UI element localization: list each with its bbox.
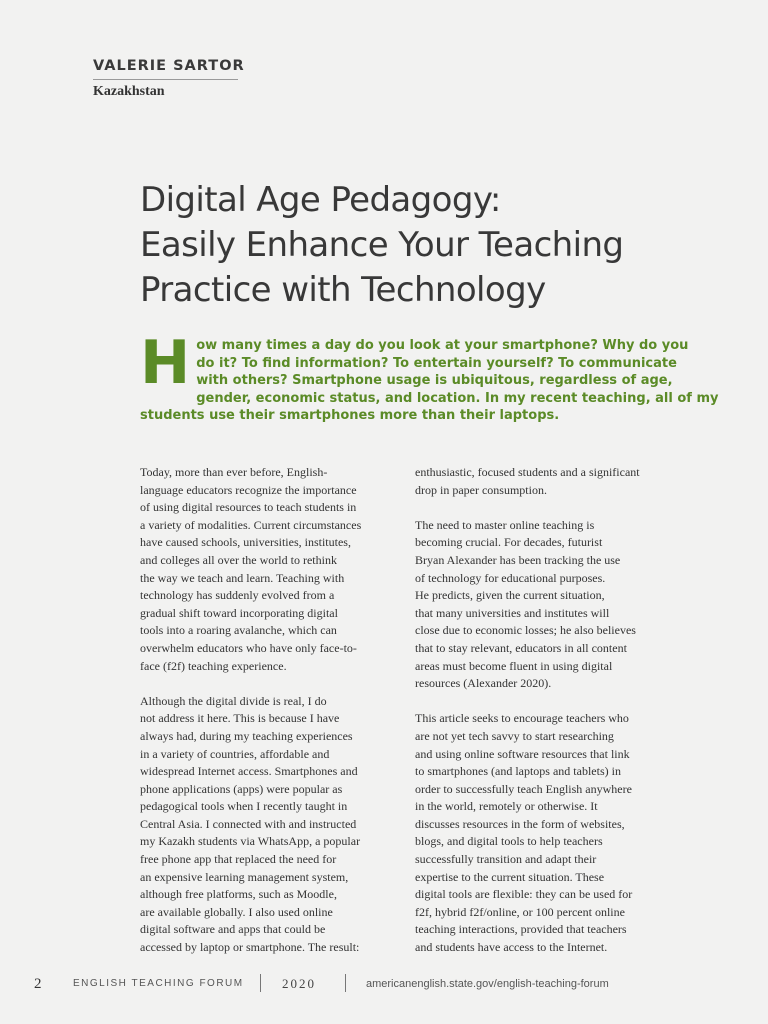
text-line: to smartphones (and laptops and tablets) in <box>415 764 621 779</box>
body-column-right <box>415 464 677 974</box>
text-line: digital software and apps that could be <box>140 922 326 937</box>
text-line: becoming crucial. For decades, futurist <box>415 535 603 550</box>
text-line: Bryan Alexander has been tracking the use <box>415 552 621 567</box>
title-line: Easily Enhance Your Teaching <box>140 225 624 265</box>
text-line: free phone app that replaced the need for <box>140 852 337 867</box>
text-line: of using digital resources to teach students in <box>140 500 357 515</box>
drop-cap: H <box>140 328 191 398</box>
text-line: not address it here. This is because I have <box>140 711 340 726</box>
text-line: that many universities and institutes will <box>415 605 610 620</box>
text-line: are available globally. I also used online <box>140 904 333 919</box>
text-line: teaching interactions, provided that teachers <box>415 922 627 937</box>
footer-divider <box>345 974 346 992</box>
body-paragraph <box>140 464 402 675</box>
text-line: Although the digital divide is real, I do <box>140 693 327 708</box>
text-line: language educators recognize the importance <box>140 482 357 497</box>
text-line: overwhelm educators who have only face-to- <box>140 640 357 655</box>
author-country: Kazakhstan <box>93 84 165 99</box>
text-line: successfully transition and adapt their <box>415 852 597 867</box>
text-line: face (f2f) teaching experience. <box>140 658 287 673</box>
title-line: Digital Age Pedagogy: <box>140 180 501 220</box>
text-line: drop in paper consumption. <box>415 482 547 497</box>
text-line: accessed by laptop or smartphone. The result: <box>140 940 360 955</box>
text-line: an expensive learning management system, <box>140 869 349 884</box>
author-block <box>93 58 245 100</box>
text-line: Central Asia. I connected with and instructed <box>140 816 357 831</box>
title-line: Practice with Technology <box>140 270 546 310</box>
text-line: gradual shift toward incorporating digital <box>140 605 338 620</box>
text-line: widespread Internet access. Smartphones and <box>140 764 358 779</box>
text-line: that to stay relevant, educators in all content <box>415 640 627 655</box>
text-line: areas must become fluent in using digital <box>415 658 613 673</box>
text-line: The need to master online teaching is <box>415 517 595 532</box>
text-line: He predicts, given the current situation, <box>415 588 605 603</box>
lede-paragraph <box>140 328 719 425</box>
article-title <box>140 178 700 313</box>
text-line: discusses resources in the form of websites, <box>415 816 625 831</box>
text-line: pedagogical tools when I recently taught in <box>140 799 348 814</box>
text-line: and using online software resources that link <box>415 746 630 761</box>
lede-line: students use their smartphones more than their laptops. <box>140 408 560 423</box>
footer-divider <box>260 974 261 992</box>
text-line: have caused schools, universities, institutes, <box>140 535 351 550</box>
text-line: in the world, remotely or otherwise. It <box>415 799 598 814</box>
page-number: 2 <box>34 976 42 992</box>
text-line: tools into a roaring avalanche, which can <box>140 623 337 638</box>
author-name: VALERIE SARTOR <box>93 58 238 80</box>
lede-line: gender, economic status, and location. In my recent teaching, all of my <box>196 390 719 406</box>
lede-line: with others? Smartphone usage is ubiquitous, regardless of age, <box>196 373 673 388</box>
body-column-left <box>140 464 402 974</box>
body-paragraph <box>415 464 677 499</box>
text-line: in a variety of countries, affordable and <box>140 746 330 761</box>
website-url[interactable]: americanenglish.state.gov/english-teaching-forum <box>366 978 609 990</box>
text-line: my Kazakh students via WhatsApp, a popular <box>140 834 361 849</box>
publication-name: ENGLISH TEACHING FORUM <box>73 978 244 989</box>
text-line: f2f, hybrid f2f/online, or 100 percent online <box>415 904 625 919</box>
text-line: technology has suddenly evolved from a <box>140 588 335 603</box>
body-paragraph <box>415 710 677 956</box>
text-line: the way we teach and learn. Teaching with <box>140 570 345 585</box>
lede-line: do it? To find information? To entertain yourself? To communicate <box>196 355 677 371</box>
text-line: and colleges all over the world to rethink <box>140 552 337 567</box>
text-line: order to successfully teach English anywhere <box>415 781 632 796</box>
text-line: and students have access to the Internet. <box>415 940 608 955</box>
text-line: close due to economic losses; he also believes <box>415 623 636 638</box>
text-line: enthusiastic, focused students and a significant <box>415 465 640 479</box>
body-paragraph <box>415 517 677 693</box>
lede-line: ow many times a day do you look at your smartphone? Why do you <box>196 338 689 353</box>
publication-year: 2020 <box>282 976 316 991</box>
text-line: always had, during my teaching experiences <box>140 728 353 743</box>
text-line: resources (Alexander 2020). <box>415 676 552 691</box>
page-footer <box>0 972 768 996</box>
text-line: blogs, and digital tools to help teachers <box>415 834 603 849</box>
text-line: are not yet tech savvy to start researching <box>415 728 614 743</box>
text-line: although free platforms, such as Moodle, <box>140 887 337 902</box>
text-line: expertise to the current situation. These <box>415 869 605 884</box>
text-line: digital tools are flexible: they can be used for <box>415 887 633 902</box>
body-paragraph <box>140 693 402 957</box>
text-line: Today, more than ever before, English- <box>140 465 328 479</box>
text-line: of technology for educational purposes. <box>415 570 606 585</box>
text-line: This article seeks to encourage teachers who <box>415 711 629 726</box>
text-line: a variety of modalities. Current circumstances <box>140 517 362 532</box>
text-line: phone applications (apps) were popular as <box>140 781 343 796</box>
